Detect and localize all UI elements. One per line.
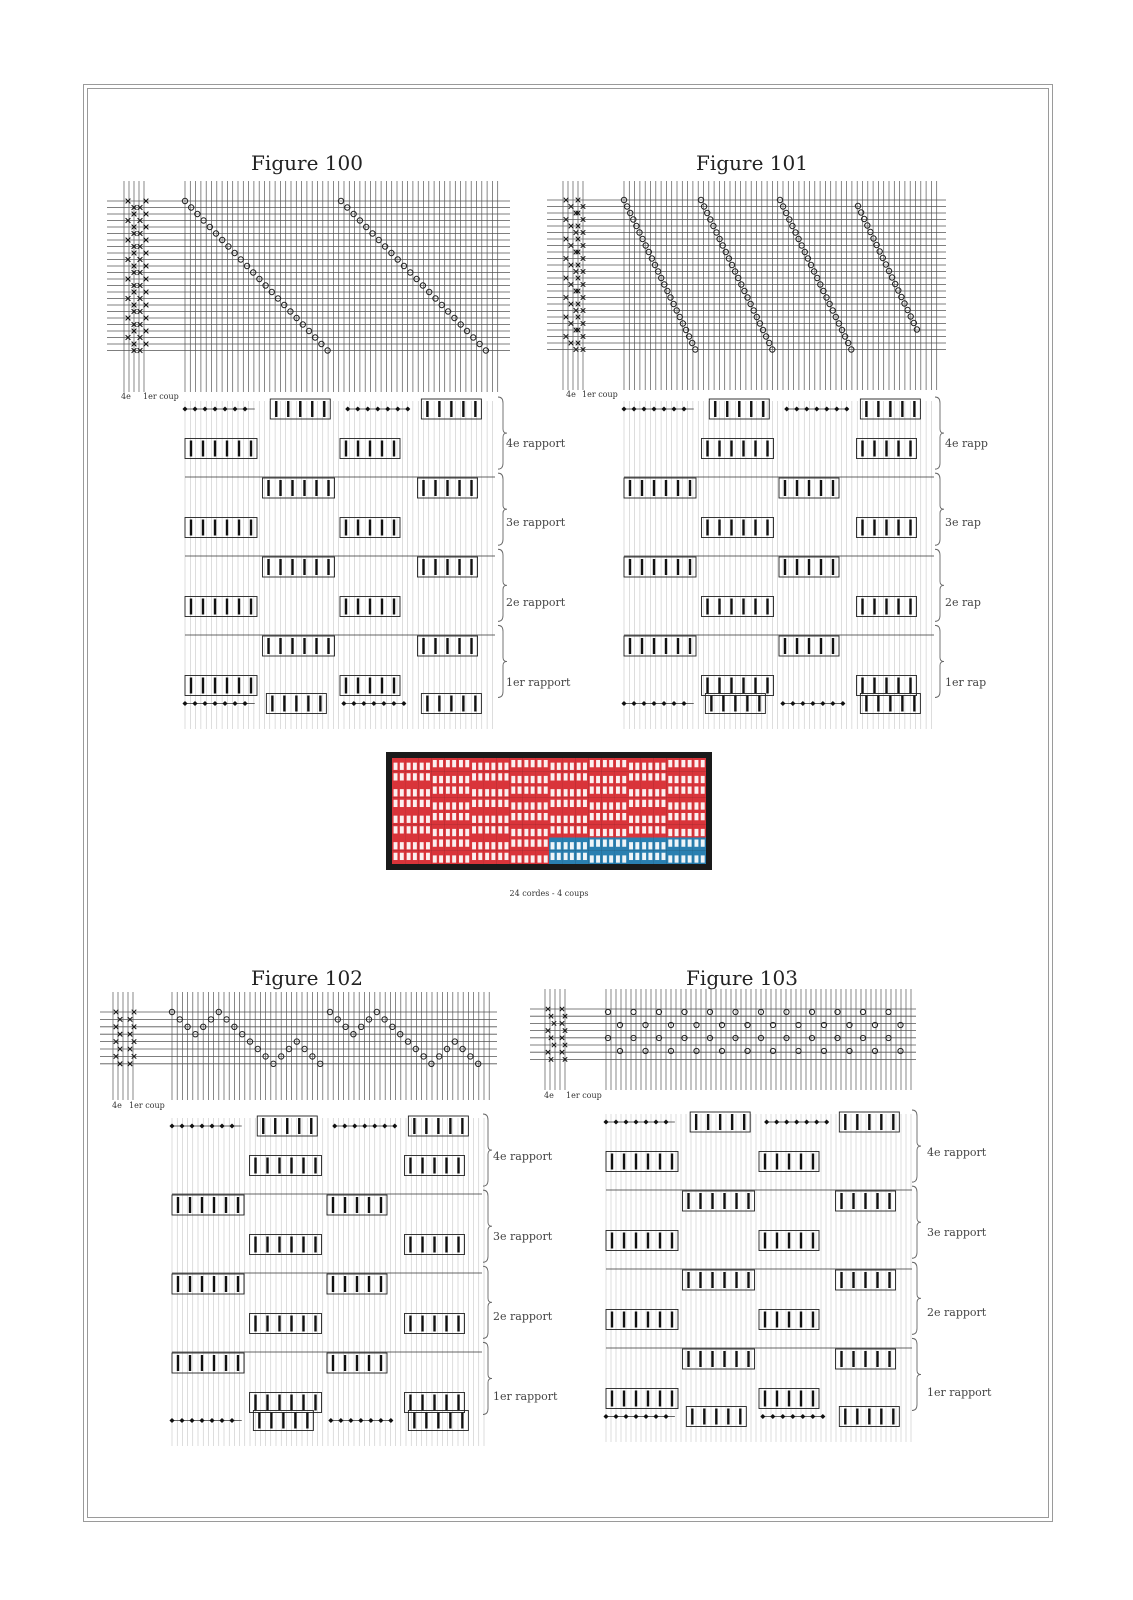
figure-101-rapport-2: 2e rap bbox=[945, 596, 981, 609]
figure-103-draft bbox=[603, 1110, 921, 1442]
figure-102-draft bbox=[169, 1114, 492, 1446]
figure-103-rapport-4: 4e rapport bbox=[927, 1146, 987, 1159]
figure-101-rapport-4: 4e rapp bbox=[945, 437, 988, 450]
figure-101-rapport-1: 1er rap bbox=[945, 676, 987, 689]
figure-100-title: Figure 100 bbox=[251, 151, 363, 175]
figure-103-label-4e: 4e bbox=[544, 1091, 554, 1100]
figure-101-threading bbox=[547, 181, 946, 390]
figure-102-rapport-2: 2e rapport bbox=[493, 1310, 553, 1323]
figure-103-label-1er-coup: 1er coup bbox=[566, 1091, 602, 1100]
figure-102-label-1er-coup: 1er coup bbox=[129, 1101, 165, 1110]
figure-103-rapport-2: 2e rapport bbox=[927, 1306, 987, 1319]
figure-100-rapport-1: 1er rapport bbox=[506, 676, 571, 689]
figure-100-rapport-3: 3e rapport bbox=[506, 516, 566, 529]
figure-101-label-1er-coup: 1er coup bbox=[582, 390, 618, 399]
figure-102-rapport-4: 4e rapport bbox=[493, 1150, 553, 1163]
figure-103-rapport-3: 3e rapport bbox=[927, 1226, 987, 1239]
figure-102-title: Figure 102 bbox=[251, 966, 363, 990]
figure-100-label-4e: 4e bbox=[121, 392, 131, 401]
figure-101-rapport-3: 3e rap bbox=[945, 516, 981, 529]
figure-102-threading bbox=[100, 992, 497, 1100]
figure-101-label-4e: 4e bbox=[566, 390, 576, 399]
figure-100-rapport-2: 2e rapport bbox=[506, 596, 566, 609]
figure-101-title: Figure 101 bbox=[696, 151, 808, 175]
figure-103-threading bbox=[530, 989, 916, 1090]
sample-caption: 24 cordes - 4 coups bbox=[509, 889, 589, 898]
figure-100-threading bbox=[107, 181, 510, 392]
figure-100-rapport-4: 4e rapport bbox=[506, 437, 566, 450]
figure-103-rapport-1: 1er rapport bbox=[927, 1386, 992, 1399]
figure-103-title: Figure 103 bbox=[686, 966, 798, 990]
figure-102-rapport-3: 3e rapport bbox=[493, 1230, 553, 1243]
figure-102-label-4e: 4e bbox=[112, 1101, 122, 1110]
woven-sample-swatch bbox=[386, 752, 712, 870]
figure-102-rapport-1: 1er rapport bbox=[493, 1390, 558, 1403]
figure-100-draft bbox=[182, 397, 507, 729]
figure-101-draft bbox=[621, 397, 944, 729]
figure-100-label-1er-coup: 1er coup bbox=[143, 392, 179, 401]
